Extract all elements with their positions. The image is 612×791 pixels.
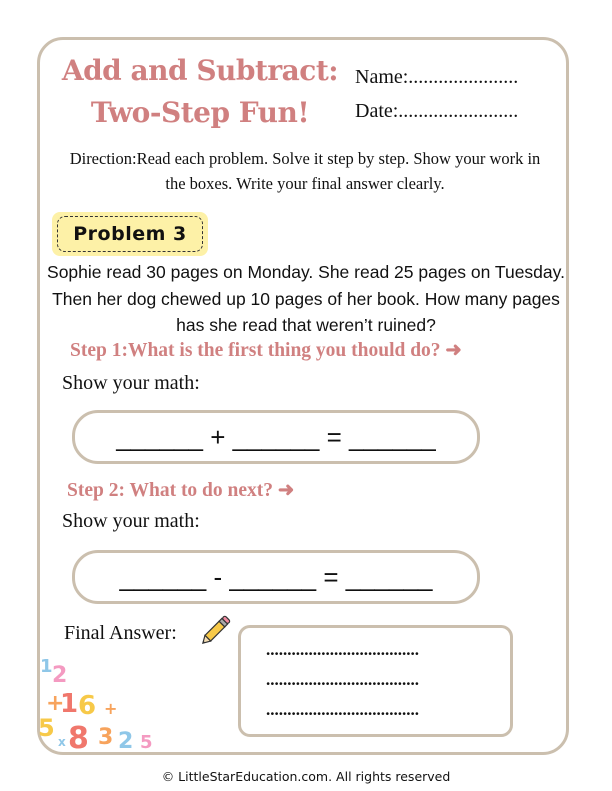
step1-show-math-label: Show your math: — [62, 372, 200, 394]
direction-text: Direction:Read each problem. Solve it step by step. Show your work in the boxes. Write your final answer clearly. — [69, 149, 541, 193]
problem-badge-label: Problem 3 — [57, 216, 203, 252]
step1-equation-box[interactable] — [72, 410, 480, 464]
pencil-icon — [200, 612, 234, 646]
answer-line[interactable]: .................................... — [266, 640, 419, 659]
svg-text:8: 8 — [68, 721, 89, 752]
copyright-footer: © LittleStarEducation.com. All rights reserved — [161, 769, 451, 784]
svg-text:2: 2 — [118, 729, 134, 752]
svg-text:3: 3 — [98, 725, 114, 750]
step2-label: Step 2: What to do next? ➜ — [67, 480, 295, 501]
colorful-numbers-decoration — [38, 652, 168, 752]
problem-text: Sophie read 30 pages on Monday. She read 25 pages on Tuesday. Then her dog chewed up 10 pages of her book. How many pages has she read that weren’t ruined? — [47, 262, 565, 335]
step2-show-math-label: Show your math: — [62, 510, 200, 532]
worksheet-title-line2: Two-Step Fun! — [90, 96, 310, 129]
step1-equation: ______ + ______ = ______ — [116, 421, 436, 452]
step1-label: Step 1:What is the first thing you thould do? ➜ — [70, 340, 462, 361]
final-answer-label: Final Answer: — [64, 622, 177, 644]
answer-line[interactable]: .................................... — [266, 700, 419, 719]
final-answer-box[interactable] — [238, 625, 513, 737]
answer-line[interactable]: .................................... — [266, 670, 419, 689]
svg-text:6: 6 — [78, 691, 97, 721]
svg-text:5: 5 — [38, 714, 55, 742]
name-field[interactable]: Name:...................... — [355, 66, 519, 88]
svg-text:+: + — [46, 691, 65, 716]
problem-badge — [52, 212, 208, 256]
svg-text:x: x — [58, 735, 66, 749]
step2-equation-box[interactable] — [72, 550, 480, 604]
svg-text:1: 1 — [40, 656, 53, 677]
svg-text:1: 1 — [60, 689, 79, 719]
svg-text:2: 2 — [52, 663, 68, 688]
date-field[interactable]: Date:........................ — [355, 100, 519, 122]
worksheet-title-line1: Add and Subtract: — [61, 54, 339, 87]
svg-text:+: + — [104, 699, 118, 718]
step2-equation: ______ - ______ = ______ — [119, 561, 433, 592]
svg-text:5: 5 — [140, 732, 153, 752]
